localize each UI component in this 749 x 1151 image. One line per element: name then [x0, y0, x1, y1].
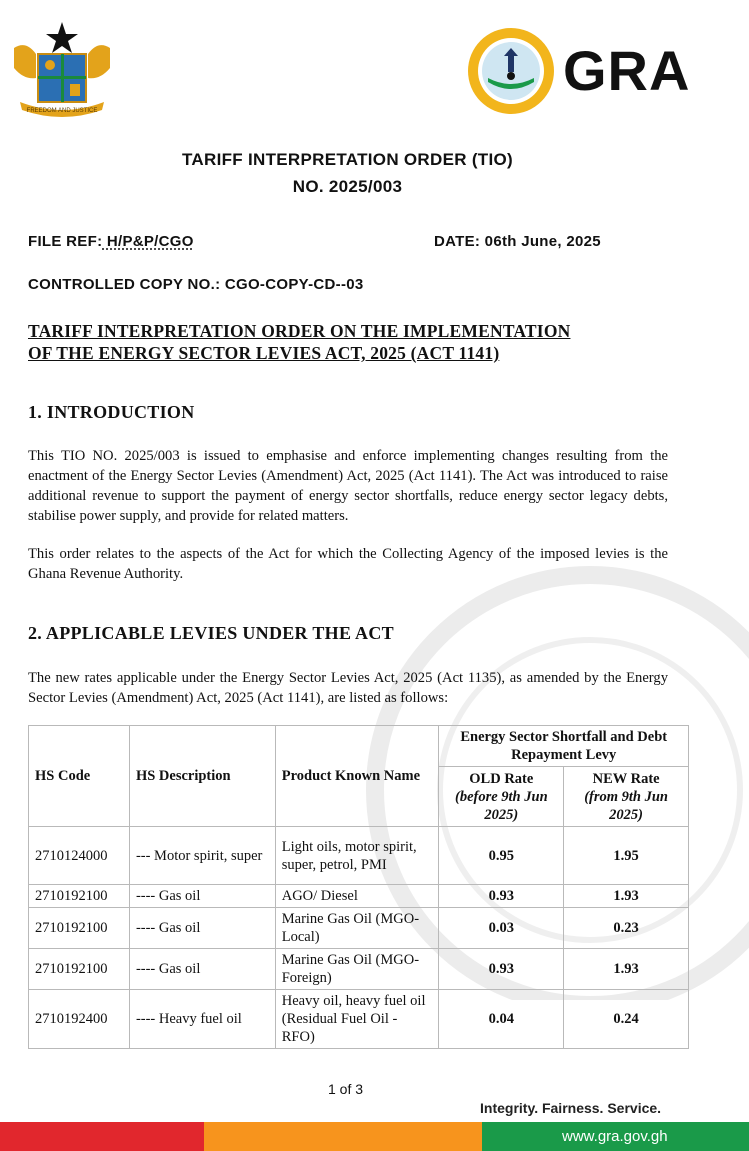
table-header-row — [29, 726, 689, 767]
table-row — [29, 949, 689, 990]
cell-hs-description: --- Motor spirit, super — [129, 827, 275, 885]
cell-hs-code: 2710124000 — [29, 827, 130, 885]
header-hs-code: HS Code — [29, 726, 130, 827]
new-rate-label: NEW Rate — [592, 770, 660, 787]
cell-old-rate: 0.95 — [439, 827, 564, 885]
footer-red-bar — [0, 1122, 204, 1151]
page-title-line2: NO. 2025/003 — [292, 177, 403, 196]
section1-paragraph1: This TIO NO. 2025/003 is issued to emphasise and enforce implementing changes resulting from the enactment of the Energy Sector Levies (Amendment) Act, 2025 (Act 1141). The Act was introduced to raise additional revenue to support the payment of energy sector shortfalls, reduce energy sector legacy debts, stabilise power supply, and provide for related matters. — [28, 448, 668, 524]
document-date: DATE: 06th June, 2025 — [434, 233, 601, 250]
section1-paragraph2: This order relates to the aspects of the Act for which the Collecting Agency of the imposed levies is the Ghana Revenue Authority. — [28, 546, 668, 582]
svg-text:FREEDOM AND JUSTICE: FREEDOM AND JUSTICE — [26, 108, 98, 114]
header-old-rate — [439, 767, 564, 827]
gra-seal-logo-icon — [466, 26, 556, 116]
page-number: 1 of 3 — [328, 1081, 364, 1097]
cell-old-rate: 0.04 — [439, 990, 564, 1049]
cell-product-name: Marine Gas Oil (MGO-Local) — [275, 908, 439, 949]
cell-hs-code: 2710192100 — [29, 885, 130, 908]
table-row — [29, 885, 689, 908]
document-title-line1: TARIFF INTERPRETATION ORDER ON THE IMPLEMENTATION — [28, 321, 571, 341]
footer-slogan: Integrity. Fairness. Service. — [480, 1100, 662, 1116]
section2-paragraph1: The new rates applicable under the Energy Sector Levies Act, 2025 (Act 1135), as amended by the Energy Sector Levies (Amendment) Act, 2025 (Act 1141), are listed as follows: — [28, 670, 668, 706]
cell-old-rate: 0.93 — [439, 949, 564, 990]
file-ref-value: H/P&P/CGO — [102, 233, 194, 250]
cell-new-rate: 1.93 — [564, 949, 689, 990]
footer-website-link[interactable]: www.gra.gov.gh — [562, 1128, 668, 1145]
cell-new-rate: 0.23 — [564, 908, 689, 949]
file-ref — [28, 233, 194, 250]
file-ref-label: FILE REF: — [28, 233, 103, 250]
cell-hs-description: ---- Heavy fuel oil — [129, 990, 275, 1049]
cell-new-rate: 0.24 — [564, 990, 689, 1049]
old-rate-sub: (before 9th Jun 2025) — [454, 788, 548, 823]
cell-product-name: AGO/ Diesel — [275, 885, 439, 908]
old-rate-label: OLD Rate — [469, 770, 534, 787]
cell-hs-code: 2710192100 — [29, 949, 130, 990]
ghana-coat-of-arms-icon — [6, 18, 118, 122]
table-row — [29, 908, 689, 949]
header-product-name: Product Known Name — [275, 726, 439, 827]
cell-hs-code: 2710192100 — [29, 908, 130, 949]
new-rate-sub: (from 9th Jun 2025) — [584, 788, 668, 823]
header-hs-description: HS Description — [129, 726, 275, 827]
cell-hs-code: 2710192400 — [29, 990, 130, 1049]
cell-product-name: Marine Gas Oil (MGO-Foreign) — [275, 949, 439, 990]
cell-old-rate: 0.93 — [439, 885, 564, 908]
gra-logo-text: GRA — [563, 39, 691, 102]
section1-heading: 1. INTRODUCTION — [28, 402, 195, 422]
page-title-line1: TARIFF INTERPRETATION ORDER (TIO) — [182, 150, 513, 169]
footer-orange-bar — [204, 1122, 482, 1151]
document-title-line2: OF THE ENERGY SECTOR LEVIES ACT, 2025 (ACT 1141) — [28, 343, 500, 363]
cell-hs-description: ---- Gas oil — [129, 908, 275, 949]
levies-table — [28, 725, 689, 1049]
section2-heading: 2. APPLICABLE LEVIES UNDER THE ACT — [28, 623, 394, 643]
cell-new-rate: 1.93 — [564, 885, 689, 908]
header-levy-group: Energy Sector Shortfall and Debt Repayment Levy — [439, 726, 689, 767]
cell-product-name: Heavy oil, heavy fuel oil (Residual Fuel Oil - RFO) — [275, 990, 439, 1049]
cell-old-rate: 0.03 — [439, 908, 564, 949]
cell-new-rate: 1.95 — [564, 827, 689, 885]
controlled-copy-number: CONTROLLED COPY NO.: CGO-COPY-CD--03 — [28, 276, 364, 293]
header-new-rate — [564, 767, 689, 827]
table-row — [29, 827, 689, 885]
cell-hs-description: ---- Gas oil — [129, 949, 275, 990]
cell-product-name: Light oils, motor spirit, super, petrol, PMI — [275, 827, 439, 885]
table-row — [29, 990, 689, 1049]
cell-hs-description: ---- Gas oil — [129, 885, 275, 908]
